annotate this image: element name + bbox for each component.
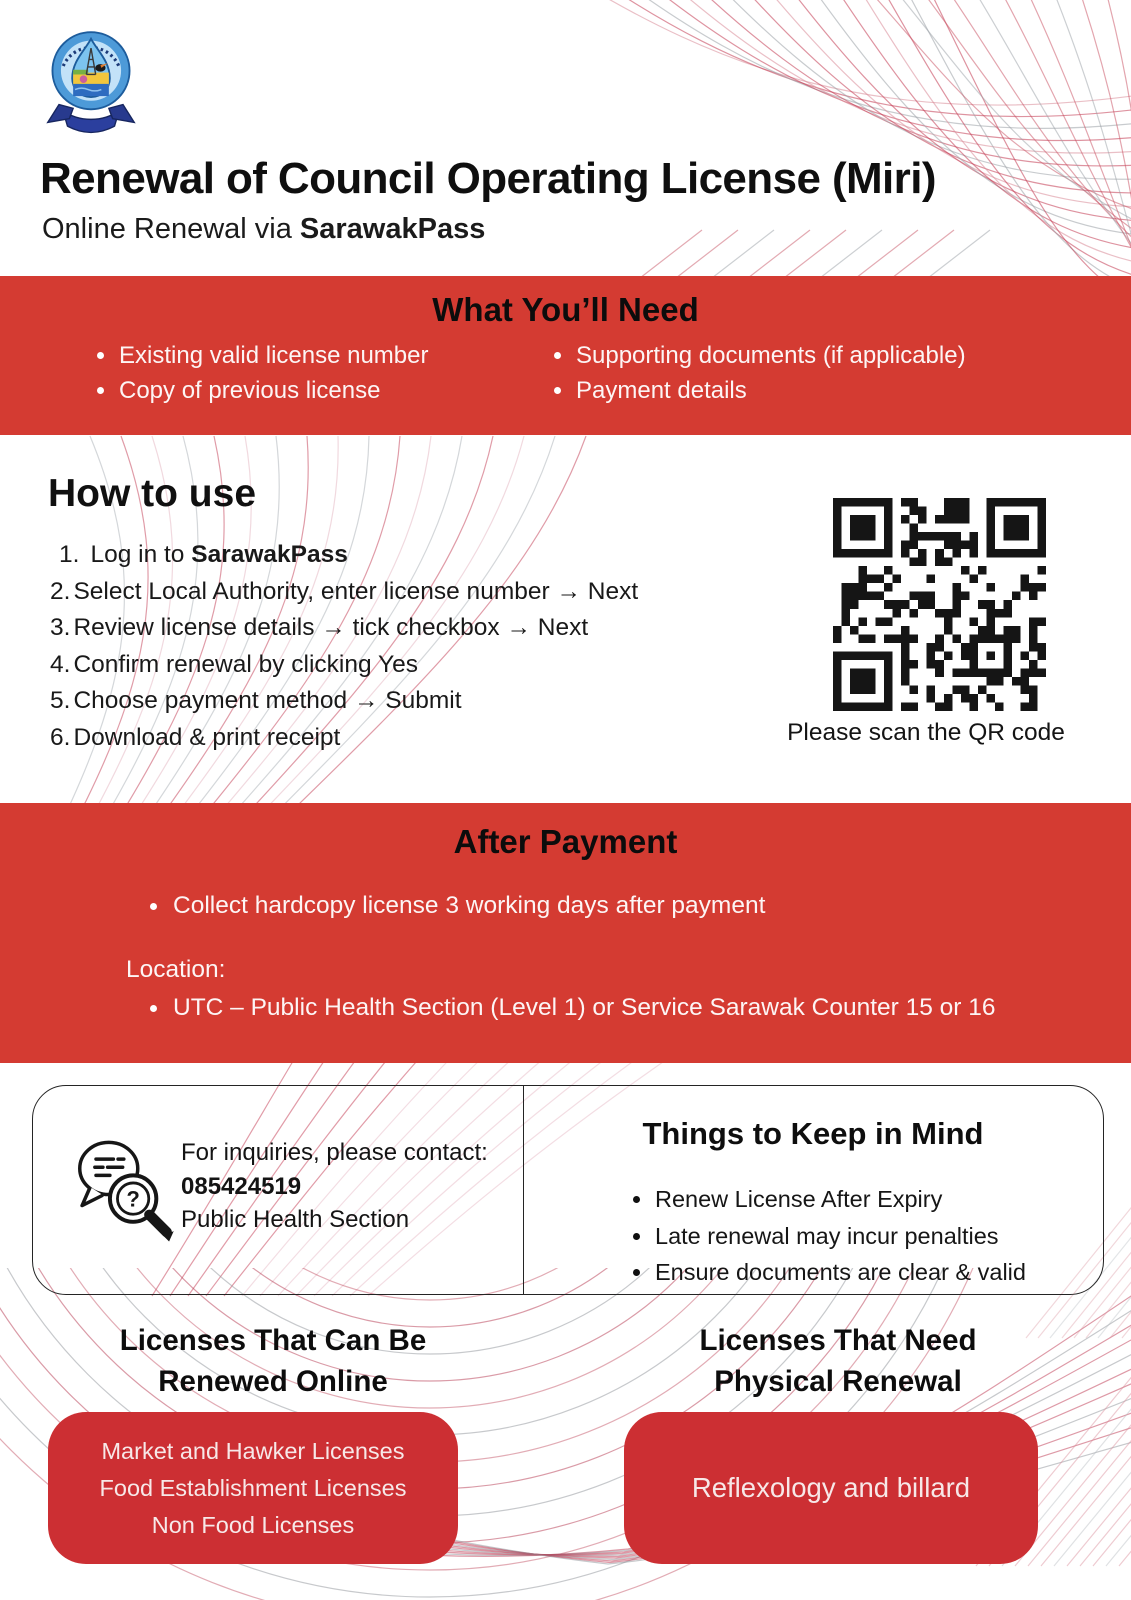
bullet-dot bbox=[150, 1005, 157, 1012]
miri-city-council-logo-icon bbox=[44, 24, 138, 140]
contact-phone: 085424519 bbox=[181, 1172, 302, 1200]
step-item: 3. Review license details → tick checkbox → Next bbox=[50, 614, 589, 641]
list-item: Ensure documents are clear & valid bbox=[633, 1254, 1026, 1291]
physical-licenses-box bbox=[624, 1412, 1038, 1564]
how-to-use-title: How to use bbox=[48, 472, 257, 515]
things-to-keep-in-mind-title: Things to Keep in Mind bbox=[642, 1116, 984, 1151]
header bbox=[0, 0, 1131, 276]
bullet-dot bbox=[633, 1269, 640, 1276]
need-list-right bbox=[554, 338, 966, 408]
after-payment-banner bbox=[0, 803, 1131, 1063]
list-item: Existing valid license number bbox=[97, 338, 428, 373]
step-item: 6. Download & print receipt bbox=[50, 723, 341, 751]
qr-caption: Please scan the QR code bbox=[787, 719, 1065, 746]
bullet-dot bbox=[554, 352, 561, 359]
contact-text bbox=[181, 1136, 488, 1237]
things-list bbox=[633, 1181, 1026, 1291]
bullet-dot bbox=[633, 1233, 640, 1240]
list-item: Supporting documents (if applicable) bbox=[554, 338, 966, 373]
page-title: Renewal of Council Operating License (Miri) bbox=[40, 154, 936, 203]
step-item: 2. Select Local Authority, enter license number → Next bbox=[50, 577, 639, 605]
license-item: Reflexology and billard bbox=[691, 1472, 971, 1503]
how-to-use-steps bbox=[50, 537, 638, 756]
license-item: Market and Hawker Licenses bbox=[101, 1437, 405, 1464]
license-item: Food Establishment Licenses bbox=[99, 1474, 407, 1501]
what-youll-need-banner bbox=[0, 276, 1131, 435]
svg-text:?: ? bbox=[126, 1186, 140, 1212]
step-item: 5. Choose payment method → Submit bbox=[50, 687, 462, 714]
need-list-left bbox=[97, 338, 428, 408]
bullet-dot bbox=[97, 352, 104, 359]
bullet-dot bbox=[150, 903, 157, 910]
bullet-dot bbox=[554, 387, 561, 394]
physical-licenses-heading: Licenses That Need Physical Renewal bbox=[699, 1324, 977, 1398]
after-payment-title: After Payment bbox=[453, 823, 678, 860]
list-item: Collect hardcopy license 3 working days after payment bbox=[150, 889, 765, 923]
page-subtitle: Online Renewal via SarawakPass bbox=[42, 213, 486, 245]
contact-section: Public Health Section bbox=[181, 1206, 410, 1233]
bullet-dot bbox=[97, 387, 104, 394]
online-licenses-box bbox=[48, 1412, 458, 1564]
bullet-dot bbox=[633, 1196, 640, 1203]
what-youll-need-title: What You’ll Need bbox=[432, 291, 699, 328]
step-item: 1. Log in to SarawakPass bbox=[59, 541, 348, 568]
step-item: 4. Confirm renewal by clicking Yes bbox=[50, 650, 418, 678]
list-item: Renew License After Expiry bbox=[633, 1181, 1026, 1218]
list-item: Copy of previous license bbox=[97, 373, 428, 408]
location-label: Location: bbox=[126, 956, 226, 983]
license-item: Non Food Licenses bbox=[151, 1511, 355, 1538]
list-item: Late renewal may incur penalties bbox=[633, 1218, 1026, 1255]
list-item: Payment details bbox=[554, 373, 966, 408]
inquiry-chat-magnifier-icon bbox=[67, 1126, 183, 1248]
contact-line: For inquiries, please contact: bbox=[181, 1139, 488, 1166]
info-box bbox=[32, 1085, 1104, 1295]
qr-code bbox=[833, 498, 1046, 711]
online-licenses-heading: Licenses That Can Be Renewed Online bbox=[119, 1324, 427, 1398]
list-item: UTC – Public Health Section (Level 1) or Service Sarawak Counter 15 or 16 bbox=[150, 991, 996, 1025]
